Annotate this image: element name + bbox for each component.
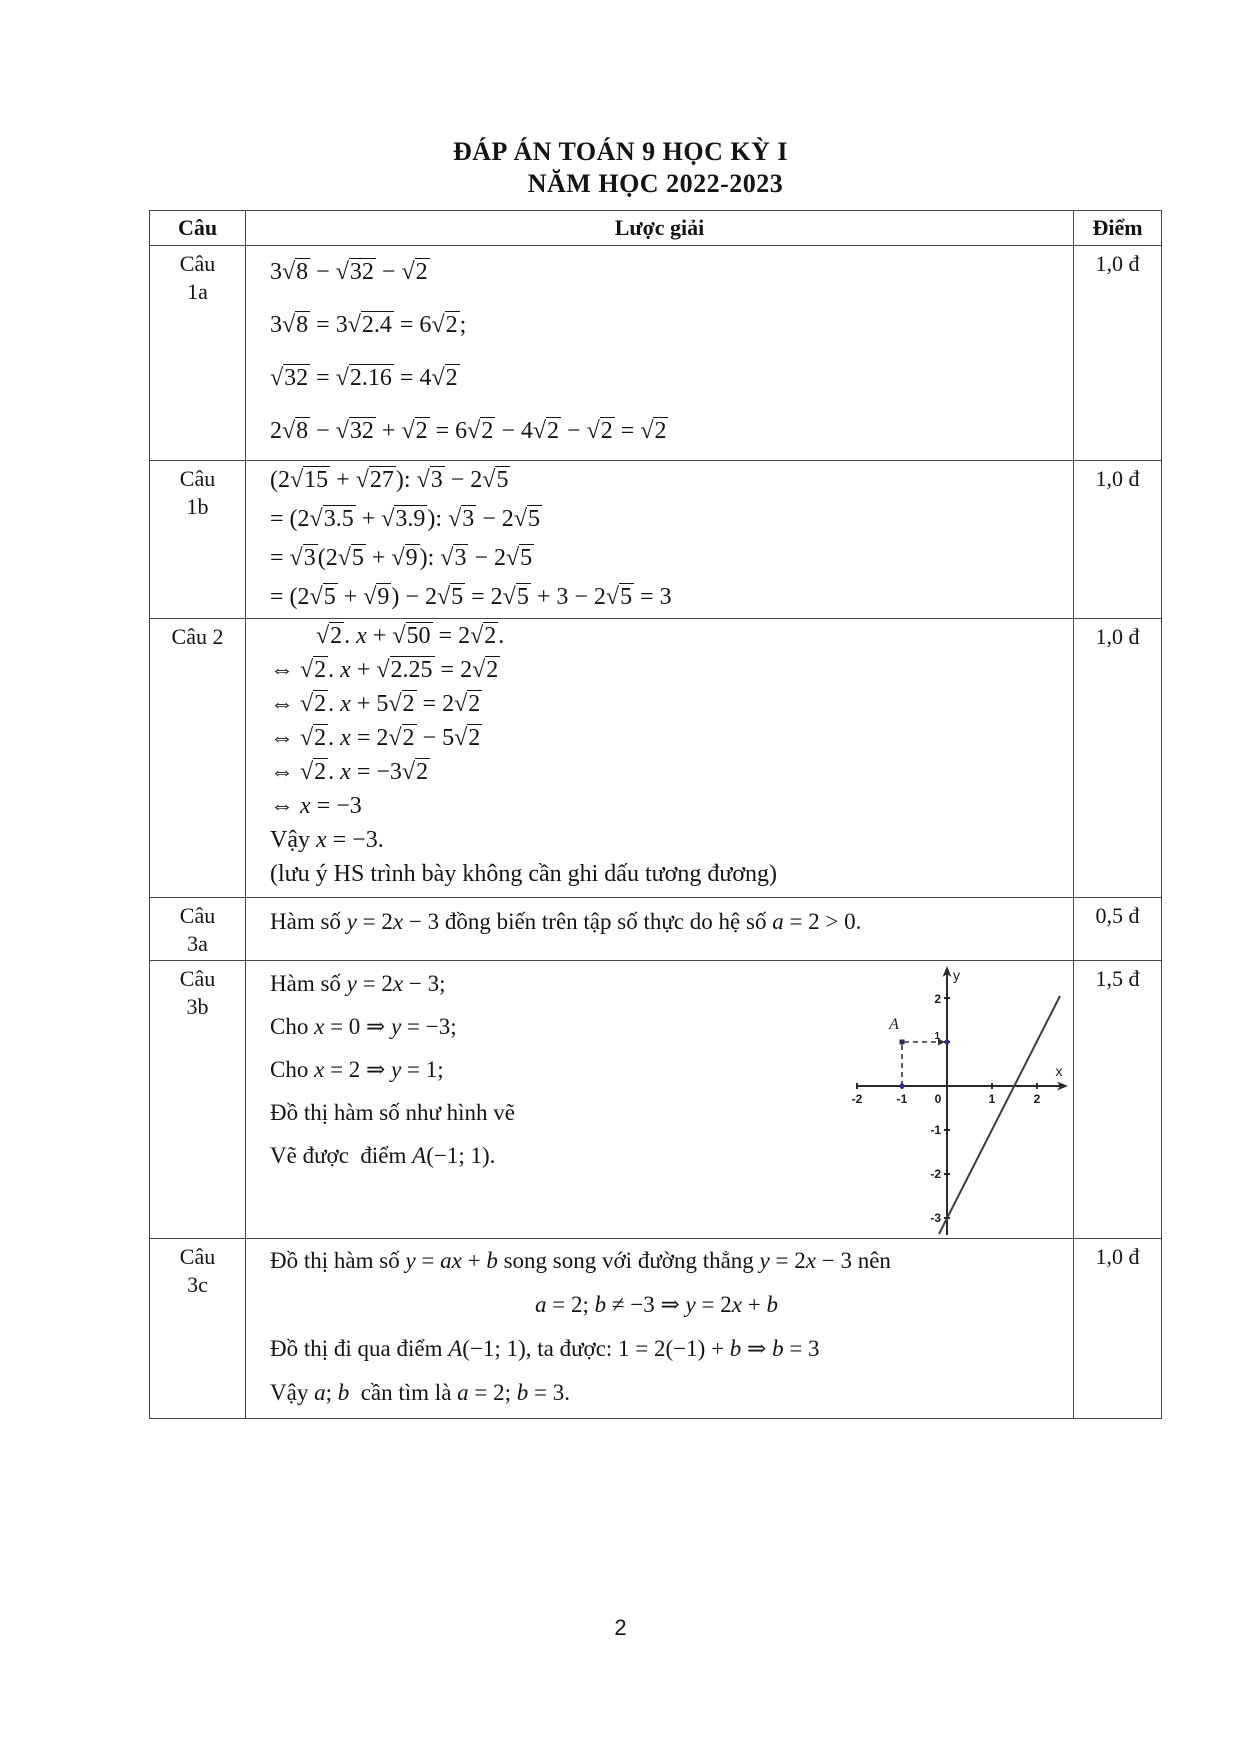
solution-line: ⇔ √2. x = −3√2 bbox=[270, 759, 429, 785]
radical: √2 bbox=[300, 759, 327, 785]
solution-line: ⇔ √2. x + √2.25 = 2√2 bbox=[270, 657, 499, 683]
question-label-line: Câu bbox=[179, 1244, 216, 1269]
radical: √32 bbox=[335, 418, 374, 444]
header-question: Câu bbox=[150, 211, 246, 246]
solution-line: √2. x + √50 = 2√2. bbox=[316, 623, 505, 649]
radical: √15 bbox=[290, 467, 329, 493]
solution-line: ⇔ √2. x + 5√2 = 2√2 bbox=[270, 691, 481, 717]
solution-line: Vậy a; b cần tìm là a = 2; b = 3. bbox=[270, 1380, 571, 1405]
solution-cell bbox=[246, 898, 1074, 961]
table-row-cau-2 bbox=[150, 619, 1161, 898]
x-axis-label: x bbox=[1055, 1063, 1063, 1079]
radical: √5 bbox=[337, 545, 364, 571]
solution-cell bbox=[246, 461, 1074, 619]
radical: √8 bbox=[282, 259, 309, 285]
solution-line: (lưu ý HS trình bày không cần ghi dấu tương đương) bbox=[270, 861, 778, 887]
radical: √32 bbox=[270, 365, 309, 391]
radical: √2 bbox=[431, 365, 458, 391]
solution-line: Hàm số y = 2x − 3 đồng biến trên tập số thực do hệ số a = 2 > 0. bbox=[270, 909, 862, 934]
radical: √5 bbox=[502, 584, 529, 610]
solution-line: √32 = √2.16 = 4√2 bbox=[270, 365, 458, 391]
radical: √2 bbox=[316, 623, 343, 649]
point-A-label: A bbox=[889, 1016, 899, 1033]
y-tick-label: -1 bbox=[930, 1123, 941, 1137]
solution-lines bbox=[270, 246, 1067, 458]
radical: √3 bbox=[289, 545, 316, 571]
points-value: 1,0 đ bbox=[1095, 1244, 1140, 1269]
radical: √2 bbox=[454, 725, 481, 751]
solution-lines bbox=[270, 902, 1067, 942]
radical: √50 bbox=[392, 623, 431, 649]
points-value: 1,0 đ bbox=[1074, 246, 1161, 461]
radical: √5 bbox=[506, 545, 533, 571]
answer-table bbox=[149, 210, 1162, 1419]
y-tick-label: -2 bbox=[930, 1167, 941, 1181]
y-axis-label: y bbox=[953, 967, 960, 983]
line-graph-y-2x-3 bbox=[852, 963, 1074, 1237]
question-label-line: Câu 2 bbox=[171, 624, 224, 649]
axis-dot-x-minus1 bbox=[899, 1083, 904, 1088]
solution-line: Cho x = 0 ⇒ y = −3; bbox=[270, 1014, 457, 1039]
radical: √2 bbox=[586, 418, 613, 444]
y-tick-label: -3 bbox=[930, 1211, 941, 1225]
radical: √2 bbox=[454, 691, 481, 717]
radical: √5 bbox=[309, 584, 336, 610]
table-row-cau-3a bbox=[150, 898, 1161, 961]
graph-figure bbox=[852, 963, 1074, 1237]
x-tick-label: 2 bbox=[1033, 1092, 1041, 1106]
table-row-cau-3b bbox=[150, 961, 1161, 1239]
question-label-line: 3c bbox=[187, 1272, 208, 1297]
x-tick-label: -2 bbox=[852, 1092, 863, 1106]
page-number: 2 bbox=[614, 1615, 627, 1640]
y-tick-label: 2 bbox=[934, 992, 941, 1006]
radical: √2 bbox=[532, 418, 560, 444]
table-row-cau-1b bbox=[150, 461, 1161, 619]
radical: √2 bbox=[401, 418, 428, 444]
radical: √3.5 bbox=[309, 506, 354, 532]
radical: √2 bbox=[300, 657, 327, 683]
question-label bbox=[150, 619, 246, 898]
radical: √5 bbox=[436, 584, 464, 610]
points-value: 1,0 đ bbox=[1074, 619, 1161, 898]
solution-line: Cho x = 2 ⇒ y = 1; bbox=[270, 1057, 444, 1082]
radical: √2 bbox=[300, 725, 327, 751]
solution-cell bbox=[246, 961, 1074, 1239]
question-label-line: Câu bbox=[179, 466, 216, 491]
solution-lines bbox=[270, 461, 1067, 617]
question-label bbox=[150, 898, 246, 961]
question-label bbox=[150, 461, 246, 619]
radical: √3 bbox=[440, 545, 467, 571]
question-label-line: 3a bbox=[187, 931, 208, 956]
solution-lines bbox=[270, 1239, 1067, 1415]
function-line bbox=[939, 996, 1060, 1234]
radical: √8 bbox=[282, 418, 309, 444]
radical: √3 bbox=[448, 506, 475, 532]
radical: √3.9 bbox=[381, 506, 426, 532]
question-label-line: 1a bbox=[187, 279, 208, 304]
header-solution: Lược giải bbox=[246, 211, 1074, 246]
radical: √32 bbox=[335, 259, 374, 285]
point-A-marker bbox=[900, 1040, 905, 1045]
solution-cell bbox=[246, 1239, 1074, 1418]
radical: √8 bbox=[282, 312, 309, 338]
radical: √2 bbox=[640, 418, 667, 444]
solution-line: Vẽ được điểm A(−1; 1). bbox=[270, 1143, 496, 1168]
question-label-line: Câu bbox=[179, 903, 216, 928]
solution-line: ⇔ x = −3 bbox=[270, 793, 362, 819]
solution-line: Đồ thị đi qua điểm A(−1; 1), ta được: 1 = 2(−1) + b ⇒ b = 3 bbox=[270, 1336, 820, 1361]
radical: √2 bbox=[388, 725, 415, 751]
axis-dot-y-1 bbox=[944, 1039, 949, 1044]
radical: √2 bbox=[401, 759, 429, 785]
header-points: Điểm bbox=[1074, 211, 1161, 246]
question-label bbox=[150, 246, 246, 461]
radical: √3 bbox=[416, 467, 443, 493]
points-value: 0,5 đ bbox=[1074, 898, 1161, 961]
question-label-line: Câu bbox=[179, 251, 216, 276]
radical: √27 bbox=[355, 467, 394, 493]
radical: √2 bbox=[300, 691, 327, 717]
x-tick-label: 1 bbox=[988, 1092, 996, 1106]
radical: √2.4 bbox=[347, 312, 392, 338]
radical: √2 bbox=[467, 418, 494, 444]
radical: √9 bbox=[363, 584, 390, 610]
radical: √2 bbox=[431, 312, 458, 338]
table-row-cau-1a bbox=[150, 246, 1161, 461]
solution-cell bbox=[246, 246, 1074, 461]
radical: √5 bbox=[513, 506, 540, 532]
radical: √2 bbox=[388, 691, 415, 717]
solution-line: a = 2; b ≠ −3 ⇒ y = 2x + b bbox=[535, 1292, 778, 1317]
solution-line: Vậy x = −3. bbox=[270, 827, 384, 853]
solution-line: Đồ thị hàm số y = ax + b song song với đường thẳng y = 2x − 3 nên bbox=[270, 1248, 891, 1273]
radical: √5 bbox=[605, 584, 633, 610]
radical: √5 bbox=[482, 467, 509, 493]
solution-lines bbox=[270, 619, 1067, 891]
y-tick-label: 1 bbox=[934, 1031, 940, 1042]
points-value: 1,0 đ bbox=[1074, 461, 1161, 619]
document-title-line2: NĂM HỌC 2022-2023 bbox=[527, 169, 784, 198]
points-value: 1,5 đ bbox=[1074, 961, 1161, 1239]
question-label-line: 3b bbox=[186, 994, 209, 1019]
radical: √2.16 bbox=[335, 365, 392, 391]
document-title-line1: ĐÁP ÁN TOÁN 9 HỌC KỲ I bbox=[452, 137, 789, 166]
x-tick-label: -1 bbox=[896, 1092, 908, 1106]
solution-line: Đồ thị hàm số như hình vẽ bbox=[270, 1100, 516, 1125]
solution-line: ⇔ √2. x = 2√2 − 5√2 bbox=[270, 725, 481, 751]
solution-line: (2√15 + √27): √3 − 2√5 bbox=[270, 467, 509, 493]
solution-line: 3√8 − √32 − √2 bbox=[270, 259, 428, 285]
origin-label: 0 bbox=[934, 1092, 942, 1106]
solution-line: = (2√3.5 + √3.9): √3 − 2√5 bbox=[270, 506, 540, 532]
solution-line: 2√8 − √32 + √2 = 6√2 − 4√2 − √2 = √2 bbox=[270, 418, 667, 444]
question-label-line: 1b bbox=[186, 494, 209, 519]
solution-line: = (2√5 + √9) − 2√5 = 2√5 + 3 − 2√5 = 3 bbox=[270, 584, 672, 610]
solution-cell bbox=[246, 619, 1074, 898]
table-row-cau-3c bbox=[150, 1239, 1161, 1418]
solution-line: 3√8 = 3√2.4 = 6√2; bbox=[270, 312, 467, 338]
radical: √2.25 bbox=[376, 657, 433, 683]
question-label-line: Câu bbox=[179, 966, 216, 991]
question-label bbox=[150, 961, 246, 1239]
question-label bbox=[150, 1239, 246, 1418]
radical: √2 bbox=[401, 259, 428, 285]
table-header-row bbox=[150, 211, 1161, 246]
solution-line: = √3(2√5 + √9): √3 − 2√5 bbox=[270, 545, 533, 571]
radical: √2 bbox=[470, 623, 497, 649]
solution-line: Hàm số y = 2x − 3; bbox=[270, 971, 446, 996]
radical: √9 bbox=[391, 545, 418, 571]
radical: √2 bbox=[472, 657, 499, 683]
